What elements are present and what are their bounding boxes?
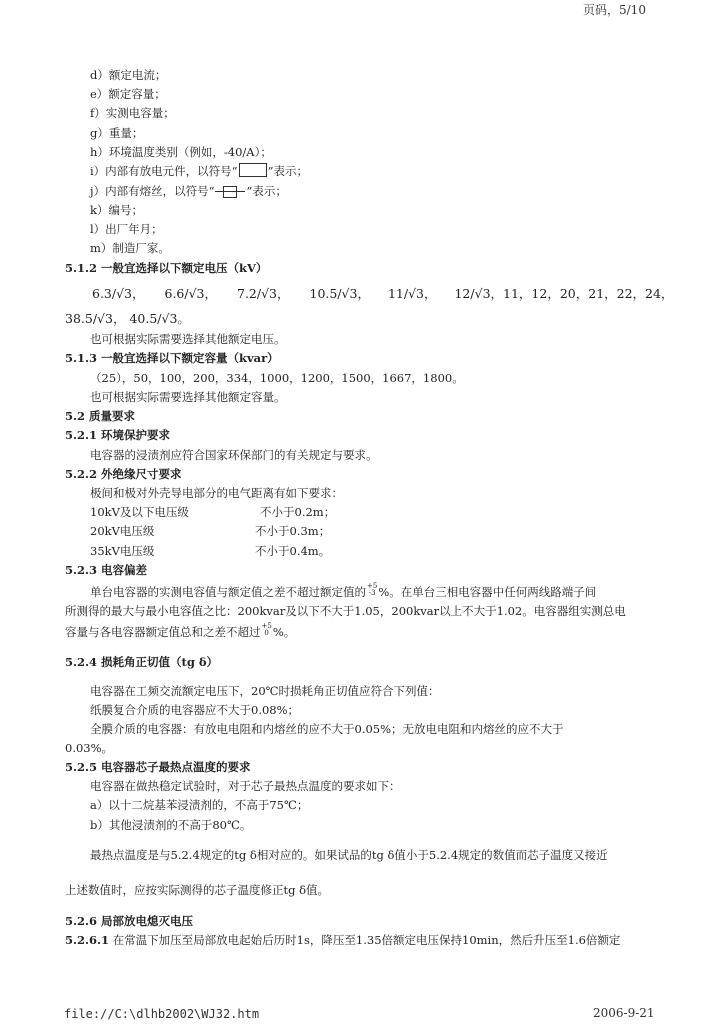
clearance-row-level: 10kV及以下电压级 [90,505,189,519]
tolerance-range [367,583,377,597]
tolerance-upper: +5 [261,622,272,630]
list-item-text: i）内部有放电元件，以符号“ [90,164,238,178]
subsection-number: 5.2.6.1 [65,933,110,947]
list-item: e）额定容量； [90,87,166,101]
list-item-text: ”表示； [246,184,287,198]
tolerance-lower: -3 [368,589,376,597]
section-heading: 5.2.5 电容器芯子最热点温度的要求 [65,760,251,774]
list-item: f）实测电容量； [90,106,175,120]
clearance-row-value: 不小于0.3m； [255,524,331,538]
paragraph-text: 单台电容器的实测电容值与额定值之差不超过额定值的 [90,585,366,599]
section-heading: 5.2.1 环境保护要求 [65,428,171,442]
fuse-symbol-icon [215,185,245,197]
tolerance-upper: +5 [367,582,378,590]
list-item: l）出厂年月； [90,222,163,236]
paragraph: 电容器在工频交流额定电压下，20℃时损耗角正切值应符合下列值： [90,684,440,698]
voltage-value: 6.3/√3， [92,286,145,301]
paragraph: a）以十二烷基苯浸渍剂的，不高于75℃； [90,798,309,812]
paragraph: 电容器在做热稳定试验时，对于芯子最热点温度的要求如下： [90,779,401,793]
paragraph: 最热点温度是与5.2.4规定的tg δ相对应的。如果试品的tg δ值小于5.2.4规定的数值而芯子温度又接近 [90,848,608,862]
list-item: d）额定电流； [90,68,167,82]
voltage-list-continued: 38.5/√3， 40.5/√3。 [65,311,190,326]
paragraph-text: 容量与各电容器额定值总和之差不超过 [65,625,261,639]
voltage-value: 6.6/√3， [164,286,218,301]
voltage-value: 10.5/√3， [309,286,370,301]
clearance-row-value: 不小于0.4m。 [255,544,331,558]
section-heading: 5.2.3 电容偏差 [65,563,148,577]
paragraph-text: %。在单台三相电容器中任何两线路端子间 [378,585,597,599]
section-heading: 5.1.3 一般宜选择以下额定容量（kvar） [65,351,279,365]
paragraph: 纸膜复合介质的电容器应不大于0.08%； [90,703,300,717]
section-heading: 5.2.2 外绝缘尺寸要求 [65,467,182,481]
paragraph: 全膜介质的电容器：有放电电阻和内熔丝的应不大于0.05%；无放电电阻和内熔丝的应不大于 [90,722,564,736]
list-item: m）制造厂家。 [90,241,170,255]
paragraph-line: 所测得的最大与最小电容值之比：200kvar及以下不大于1.05，200kvar以上不大于1.02。电容器组实测总电 [65,604,626,618]
list-item: g）重量； [90,126,144,140]
clearance-row-level: 35kV电压级 [90,544,155,558]
paragraph-line [90,583,596,600]
voltage-value: 12/√3，11，12，20，21，22，24， [454,286,674,301]
paragraph: 上述数值时，应按实际测得的芯子温度修正tg δ值。 [65,883,330,897]
paragraph: 0.03%。 [65,741,114,755]
paragraph-text: 在常温下加压至局部放电起始后历时1s，降压至1.35倍额定电压保持10min，然后升压至1.6倍额定 [112,933,621,947]
voltage-list [92,284,677,302]
voltage-value: 11/√3， [387,286,437,301]
list-item [90,183,287,199]
paragraph: 也可根据实际需要选择其他额定容量。 [90,390,286,404]
voltage-value: 7.2/√3， [237,286,290,301]
file-path: file://C:\dlhb2002\WJ32.htm [64,1007,260,1021]
tolerance-lower: 0 [264,629,269,637]
list-item-text: ”表示； [267,164,308,178]
paragraph: b）其他浸渍剂的不高于80℃。 [90,818,252,832]
page-number: 页码，5/10 [583,3,646,17]
paragraph: 极间和极对外壳导电部分的电气距离有如下要求： [90,486,343,500]
paragraph: 电容器的浸渍剂应符合国家环保部门的有关规定与要求。 [90,448,378,462]
tolerance-range [262,623,272,637]
section-heading: 5.1.2 一般宜选择以下额定电压（kV） [65,261,268,275]
section-heading: 5.2 质量要求 [65,409,136,423]
clearance-row-level: 20kV电压级 [90,524,155,538]
paragraph-text: %。 [272,625,296,639]
list-item: k）编号； [90,203,143,217]
list-item [90,163,308,179]
section-heading: 5.2.4 损耗角正切值（tg δ） [65,655,219,669]
capacity-list: （25），50，100，200，334，1000，1200，1500，1667，1800。 [90,371,464,385]
list-item-text: j）内部有熔丝，以符号“ [90,184,215,198]
list-item: h）环境温度类别（例如，-40/A）； [90,145,272,159]
clearance-row-value: 不小于0.2m； [260,505,336,519]
paragraph [65,932,620,948]
section-heading: 5.2.6 局部放电熄灭电压 [65,914,194,928]
paragraph-line [65,623,295,640]
discharge-element-symbol-icon [239,163,267,177]
paragraph: 也可根据实际需要选择其他额定电压。 [90,332,286,346]
print-date: 2006-9-21 [593,1006,655,1020]
